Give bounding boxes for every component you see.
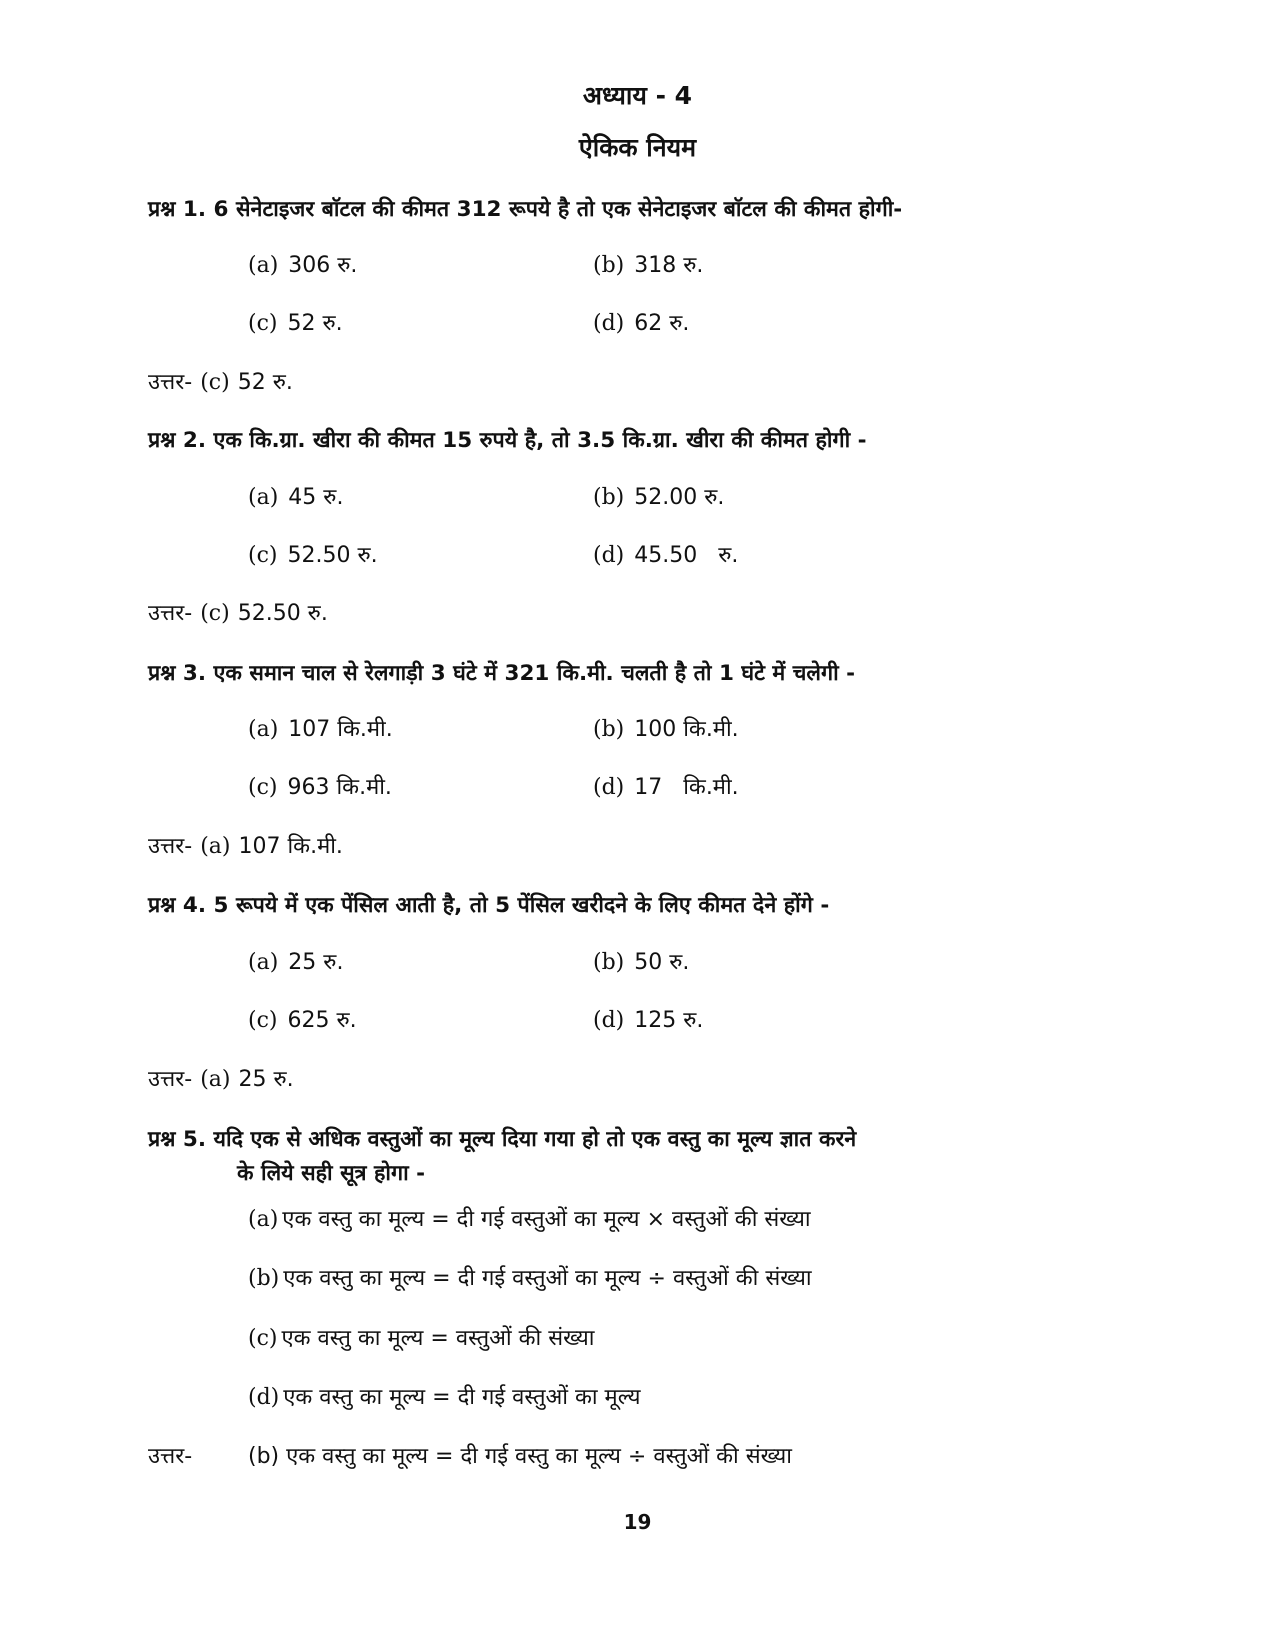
q5-option-b: (b) एक वस्तु का मूल्य = दी गई वस्तुओं का मूल्य ÷ वस्तुओं की संख्या <box>248 1266 812 1291</box>
topic-title: ऐकिक नियम <box>578 133 697 162</box>
q4-option-d: (d) 125 रु. <box>593 1008 704 1033</box>
q1-answer: उत्तर- (c) 52 रु. <box>148 370 293 395</box>
q2-option-a: (a) 45 रु. <box>248 485 344 510</box>
question-5-text-line-1: प्रश्न 5. यदि एक से अधिक वस्तुओं का मूल्य दिया गया हो तो एक वस्तु का मूल्य ज्ञात करने <box>148 1127 857 1152</box>
q3-option-d: (d) 17 कि.मी. <box>593 775 739 800</box>
q3-answer: उत्तर- (a) 107 कि.मी. <box>148 834 343 859</box>
q2-option-d: (d) 45.50 रु. <box>593 543 739 568</box>
question-3-text: प्रश्न 3. एक समान चाल से रेलगाड़ी 3 घंटे में 321 कि.मी. चलती है तो 1 घंटे में चलेगी - <box>148 661 856 686</box>
q4-option-a: (a) 25 रु. <box>248 950 344 975</box>
q5-option-a: (a) एक वस्तु का मूल्य = दी गई वस्तुओं का मूल्य × वस्तुओं की संख्या <box>248 1207 811 1232</box>
q4-option-b: (b) 50 रु. <box>593 950 690 975</box>
q2-option-b: (b) 52.00 रु. <box>593 485 725 510</box>
question-1-text: प्रश्न 1. 6 सेनेटाइजर बाॅटल की कीमत 312 रूपये है तो एक सेनेटाइजर बाॅटल की कीमत होगी- <box>148 197 903 222</box>
q2-answer: उत्तर- (c) 52.50 रु. <box>148 601 328 626</box>
page-number: 19 <box>623 1510 652 1534</box>
q5-answer-text: (b) एक वस्तु का मूल्य = दी गई वस्तु का मूल्य ÷ वस्तुओं की संख्या <box>248 1444 792 1469</box>
question-5-text-line-2: के लिये सही सूत्र होगा - <box>237 1161 426 1186</box>
q1-option-c: (c) 52 रु. <box>248 311 343 336</box>
question-2-text: प्रश्न 2. एक कि.ग्रा. खीरा की कीमत 15 रुपये है, तो 3.5 कि.ग्रा. खीरा की कीमत होगी - <box>148 428 867 453</box>
q3-option-b: (b) 100 कि.मी. <box>593 717 739 742</box>
q3-option-c: (c) 963 कि.मी. <box>248 775 392 800</box>
q3-option-a: (a) 107 कि.मी. <box>248 717 393 742</box>
q4-option-c: (c) 625 रु. <box>248 1008 357 1033</box>
question-4-text: प्रश्न 4. 5 रूपये में एक पेंसिल आती है, तो 5 पेंसिल खरीदने के लिए कीमत देने होंगे - <box>148 893 830 918</box>
q4-answer: उत्तर- (a) 25 रु. <box>148 1067 294 1092</box>
q1-option-b: (b) 318 रु. <box>593 253 704 278</box>
q2-option-c: (c) 52.50 रु. <box>248 543 378 568</box>
q1-option-a: (a) 306 रु. <box>248 253 358 278</box>
q1-option-d: (d) 62 रु. <box>593 311 690 336</box>
q5-option-d: (d) एक वस्तु का मूल्य = दी गई वस्तुओं का मूल्य <box>248 1385 641 1410</box>
chapter-title: अध्याय - 4 <box>582 81 693 110</box>
q5-answer <box>148 1440 1148 1472</box>
q5-answer-prefix: उत्तर- <box>148 1444 193 1469</box>
q5-option-c: (c) एक वस्तु का मूल्य = वस्तुओं की संख्या <box>248 1326 595 1351</box>
